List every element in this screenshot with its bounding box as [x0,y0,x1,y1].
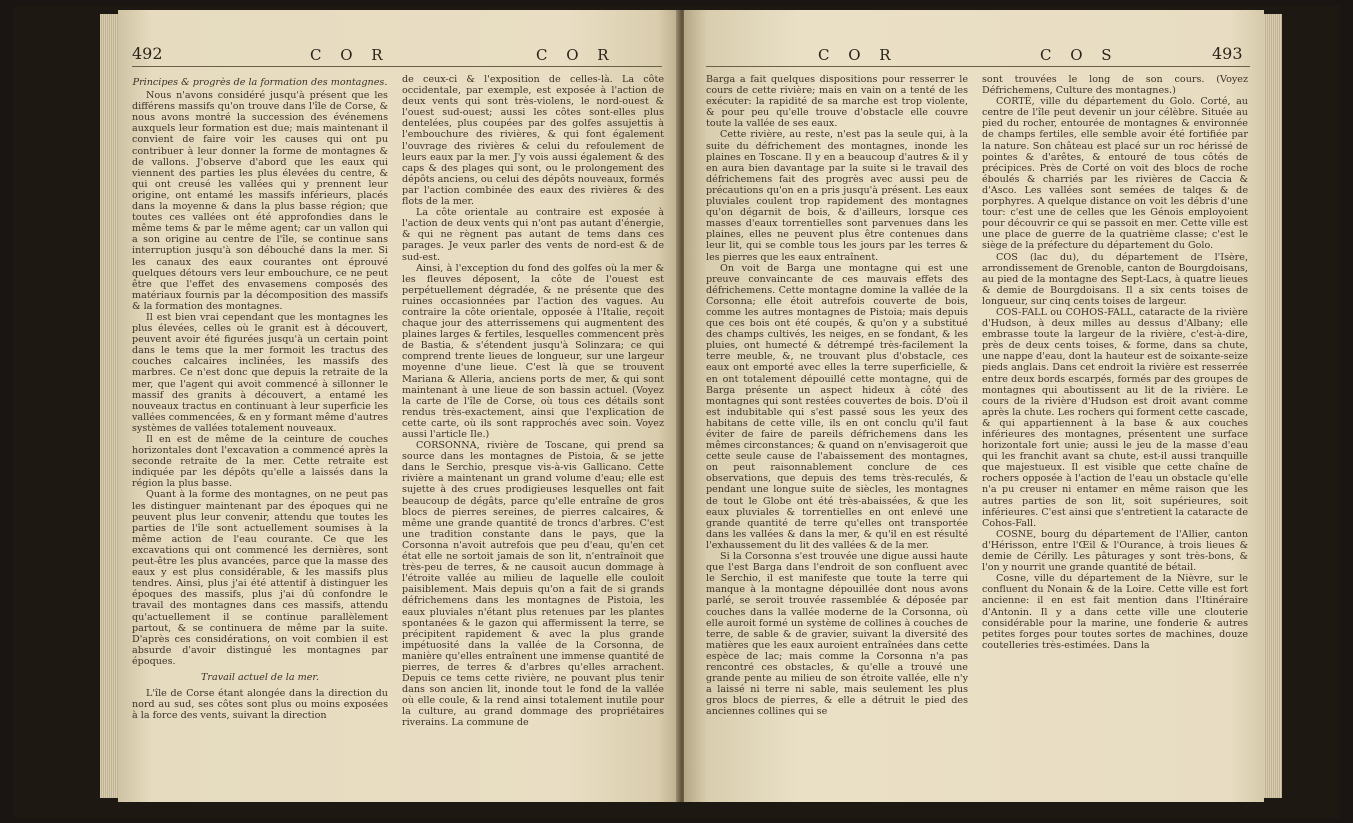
left-page-edges [100,14,118,798]
right-page [684,10,1264,802]
paragraph: Quant à la forme des montagnes, on ne peut pas les distinguer maintenant par des époques qui ne peuvent plus leur convenir, attendu que toutes les parties de l'île sont actuellement soumises à la même action de l'eau courante. Ce que les excavations qui ont commencé les dernières, sont peut-être les plus avancées, parce que la masse des eaux y est plus considérable, & les massifs plus tendres. Ainsi, plus j'ai été attentif à distinguer les époques des massifs, plus j'ai dû confondre le travail des montagnes dans ces massifs, attendu qu'actuellement il se continue parallèlement partout, & se continuera de même par la suite. D'après ces considérations, on voit combien il est absurde d'avoir distingué les montagnes par époques. [132,489,388,667]
paragraph: Il est bien vrai cependant que les montagnes les plus élevées, celles où le granit est à découvert, peuvent avoir été figurées jusqu'à un certain point dans le tems que la mer formoit les tractus des couches calcaires inclinées, les massifs des marbres. Ce n'est donc que depuis la retraite de la mer, que l'agent qui avoit commencé à sillonner le massif des granits à découvert, a entamé les nouveaux tractus en continuant à leur superficie les vallées commencées, & en y formant même d'autres systèmes de vallées totalement nouveaux. [132,311,388,434]
paragraph: Ainsi, à l'exception du fond des golfes où la mer & les fleuves déposent, la côte de l'ouest est perpétuellement dégradée, & ne présente que des ruines occasionnées par l'action des vagues. Au contraire la côte orientale, opposée à l'Italie, reçoit chaque jour des atterrissemens qui augmentent des plaines larges & fertiles, lesquelles commencent près de Bastia, & s'étendent jusqu'à Solinzara; ce qui comprend trente lieues de longueur, sur une largeur moyenne d'une lieue. C'est là que se trouvent Mariana & Alleria, anciens ports de mer, & qui sont maintenant à une lieue de son bassin actuel. (Voyez la carte de l'île de Corse, où tous ces détails sont rendus très-exactement, ainsi que l'explication de cette carte, où ils sont rapprochés avec soin. Voyez aussi l'article Ile.) [402,262,664,440]
section-subtitle-2: Travail actuel de la mer. [200,671,319,683]
entry-cos-fall: COS-FALL ou COHOS-FALL, cataracte de la rivière d'Hudson, à deux milles au dessus d'Albany; elle embrasse toute la largeur de la rivière, c'est-à-dire, près de deux cents toises, & forme, dans sa chute, une nappe d'eau, dont la hauteur est de soixante-seize pieds anglais. Dans cet endroit la rivière est resserrée entre deux bords escarpés, formés par des groupes de montagnes qui aboutissent au lit de la rivière. Le cours de la rivière d'Hudson est droit avant comme après la chute. Les rochers qui forment cette cascade, & qui appartiennent à la base & aux couches inférieures des montagnes, présentent une surface horizontale fort unie; aussi le jeu de la masse d'eau qui les franchit avant sa chute, est-il aussi tranquille que majestueux. Il est visible que cette chaîne de rochers opposée à l'action de l'eau un obstacle qu'elle n'a pu creuser ni entamer en même raison que les autres parties de son lit, soit supérieures, soit inférieures. C'est ainsi que s'entretient la cataracte de Cohos-Fall. [982,306,1248,529]
right-header-rule [706,66,1250,67]
right-running-head-2: C O S [1040,46,1119,64]
right-page-edges [1264,14,1282,798]
entry-cos-lac: COS (lac du), du département de l'Isère, arrondissement de Grenoble, canton de Bourgdoisans, au pied de la montagne des Sept-Lacs, à quatre lieues & demie de Bourgdoisans. Il a six cents toises de longueur, sur cinq cents toises de largeur. [982,251,1248,307]
left-column-2 [402,74,664,792]
paragraph: On voit de Barga une montagne qui est une preuve convaincante de ces mauvais effets des défrichemens. Cette montagne domine la vallée de la Corsonna; elle étoit autrefois couverte de bois, comme les autres montagnes de Pistoia; mais depuis que ces bois ont été coupés, & qu'on y a substitué des champs cultivés, les neiges, en se fondant, & les pluies, ont humecté & détrempé très-facilement la terre meuble, &, ne trouvant plus d'obstacle, ces eaux ont emporté avec elles la terre superficielle, & en ont totalement dépouillé cette montagne, qui de Barga présente un aspect hideux à côté des montagnes qui sont restées couvertes de bois. D'où il est indubitable qui s'est passé sous les yeux des habitans de cette ville, ils en ont conclu qu'il faut éviter de faire de pareils défrichemens dans les mêmes circonstances; & quand on n'envisageroit que cette seule cause de l'abaissement des montagnes, on peut raisonnablement conclure de ces observations, que depuis des tems très-reculés, & pendant une longue suite de siècles, les montagnes de tout le Globe ont été très-abaissées, & que les eaux pluviales & torrentielles en ont enlevé une grande quantité de terre qu'elles ont transportée dans les vallées & dans la mer, & qu'il en est résulté l'exhaussement du lit des vallées & de la mer. [706,262,968,551]
entry-corsonna: CORSONNA, rivière de Toscane, qui prend sa source dans les montagnes de Pistoia, & se jette dans le Serchio, presque vis-à-vis Gallicano. Cette rivière a maintenant un grand volume d'eau; elle est sujette à des crues prodigieuses lesquelles ont fait beaucoup de dégâts, parce qu'elle entraîne de gros blocs de pierres sereines, de pierres calcaires, & même une grande quantité de troncs d'arbres. C'est une tradition constante dans le pays, que la Corsonna n'avoit autrefois que peu d'eau, qu'en cet état elle ne sortoit jamais de son lit, n'entraînoit que très-peu de terres, & ne causoit aucun dommage à l'étroite vallée au milieu de laquelle elle couloit paisiblement. Mais depuis qu'on a fait de si grands défrichemens dans les montagnes de Pistoia, les eaux pluviales n'étant plus retenues par les plantes spontanées & le gazon qui affermissent la terre, se précipitent rapidement & avec la plus grande impétuosité dans la vallée de la Corsonna, de manière qu'elles entraînent une immense quantité de pierres, de terres & d'arbres qu'elles arrachent. Depuis ce tems cette rivière, ne pouvant plus tenir dans son ancien lit, inonde tout le fond de la vallée où elle coule, & la rend ainsi totalement inutile pour la culture, au grand dommage des propriétaires riverains. La commune de [402,440,664,729]
paragraph: Si la Corsonna s'est trouvée une digue aussi haute que l'est Barga dans l'endroit de son confluent avec le Serchio, il est manifeste que toute la terre qui manque à la montagne dépouillée dont nous avons parlé, se seroit trouvée rassemblée & déposée par couches dans la vallée moderne de la Corsonna, où elle auroit formé un système de collines à couches de terre, de sable & de gravier, suivant la diversité des matières que les eaux auroient entraînées dans cette espèce de lac; mais comme la Corsonna n'a pas rencontré ces obstacles, & qu'elle a trouvé une grande pente au milieu de son étroite vallée, elle n'y a laissé ni terre ni sable, mais seulement les plus gros blocs de pierres, & elle a détruit le pied des anciennes collines qui se [706,551,968,718]
paragraph: Barga a fait quelques dispositions pour resserrer le cours de cette rivière; mais en vain on a tenté de les exécuter: la rapidité de sa marche est trop violente, & pour peu qu'elle trouve d'obstacle elle couvre toute la vallée de ses eaux. [706,74,968,130]
right-column-2 [982,74,1248,792]
left-page [118,10,680,802]
left-running-head-2: C O R [536,46,616,64]
paragraph: L'île de Corse étant alongée dans la direction du nord au sud, ses côtes sont plus ou moins exposées à la force des vents, suivant la direction [132,688,388,722]
left-running-head-1: C O R [310,46,390,64]
right-page-number: 493 [1212,44,1243,63]
paragraph: sont trouvées le long de son cours. (Voyez Défrichemens, Culture des montagnes.) [982,74,1248,97]
entry-cosne-ville: Cosne, ville du département de la Nièvre, sur le confluent du Nonain & de la Loire. Cette ville est fort ancienne: il en est fait mention dans l'Itinéraire d'Antonin. Il y a dans cette ville une clouterie considérable pour la marine, une fonderie & autres petites forges pour toutes sortes de machines, douze coutelleries très-estimées. Dans la [982,573,1248,651]
left-page-number: 492 [132,44,163,63]
right-column-1 [706,74,968,792]
section-subtitle: Principes & progrès de la formation des montagnes. [132,77,388,88]
paragraph: Cette rivière, au reste, n'est pas la seule qui, à la suite du défrichement des montagnes, inonde les plaines en Toscane. Il y en a beaucoup d'autres & il y en aura bien davantage par la suite si le travail des défrichemens fait des progrès avec aussi peu de précautions qu'on en a pris jusqu'à présent. Les eaux pluviales coulent trop rapidement des montagnes qu'on dégarnit de bois, & d'ailleurs, lorsque ces masses d'eaux torrentielles sont parvenues dans les plaines, elles ne peuvent plus être contenues dans leur lit, qui se comble tous les jours par les terres & les pierres que les eaux entraînent. [706,129,968,263]
paragraph: Nous n'avons considéré jusqu'à présent que les différens massifs qu'on trouve dans l'île de Corse, & nous avons montré la succession des événemens auxquels leur formation est due; mais maintenant il convient de faire voir les causes qui ont pu contribuer à leur donner la forme de montagnes & de vallons. J'observe d'abord que les eaux qui viennent des parties les plus élevées du centre, & qui ont creusé les vallées qui y prennent leur origine, ont entamé les massifs inférieurs, placés dans la moyenne & dans la plus basse région; que toutes ces vallées ont été approfondies dans le même tems & par le même agent; car un vallon qui a son origine au centre de l'île, se continue sans interruption jusqu'à son débouché dans la mer. Si les canaux des eaux courantes ont éprouvé quelques détours vers leur embouchure, ce ne peut être que l'effet des envasemens composés des matériaux fournis par la décomposition des massifs & la formation des montagnes. [132,90,388,312]
left-header-rule [132,66,662,67]
paragraph: La côte orientale au contraire est exposée à l'action de deux vents qui n'ont pas autant d'énergie, & qui ne règnent pas autant de tems dans ces parages. Je veux parler des vents de nord-est & de sud-est. [402,207,664,263]
paragraph: Il en est de même de la ceinture de couches horizontales dont l'excavation a commencé après la seconde retraite de la mer. Cette retraite est indiquée par les dépôts qu'elle a laissés dans la région la plus basse. [132,434,388,490]
left-column-1 [132,74,388,792]
entry-cosne-bourg: COSNE, bourg du département de l'Allier, canton d'Hérisson, entre l'Œil & l'Ourance, à trois lieues & demie de Cérilly. Les pâturages y sont très-bons, & l'on y nourrit une grande quantité de bétail. [982,528,1248,574]
paragraph: de ceux-ci & l'exposition de celles-là. La côte occidentale, par exemple, est exposée à l'action de deux vents qui sont très-violens, le nord-ouest & l'ouest sud-ouest; aussi les côtes sont-elles plus dentelées, plus coupées par des golfes assujettis à l'embouchure des rivières, & qui font également l'ouvrage des rivières & celui du refoulement de leurs eaux par la mer. J'y vois aussi également & des caps & des plages qui sont, ou le prolongement des dépôts anciens, ou celui des dépôts nouveaux, formés par l'action combinée des eaux des rivières & des flots de la mer. [402,74,664,208]
entry-corte: CORTÉ, ville du département du Golo. Corté, au centre de l'île peut devenir un jour célèbre. Située au pied du rocher, entourée de montagnes & environnée de champs fertiles, elle semble avoir été fortifiée par la nature. Son château est placé sur un roc hérissé de pointes & d'arêtes, & entouré de tous côtés de précipices. Près de Corté on voit des blocs de roche éboulés & charriés par les rivières de Caccia & d'Asco. Les vallées sont semées de talqes & de porphyres. A quelque distance on voit les débris d'une tour: c'est une de celles que les Génois employoient pour découvrir ce qui se passoit en mer. Cette ville est une place de guerre de la quatrième classe; c'est le siège de la préfecture du département du Golo. [982,96,1248,252]
right-running-head-1: C O R [818,46,898,64]
